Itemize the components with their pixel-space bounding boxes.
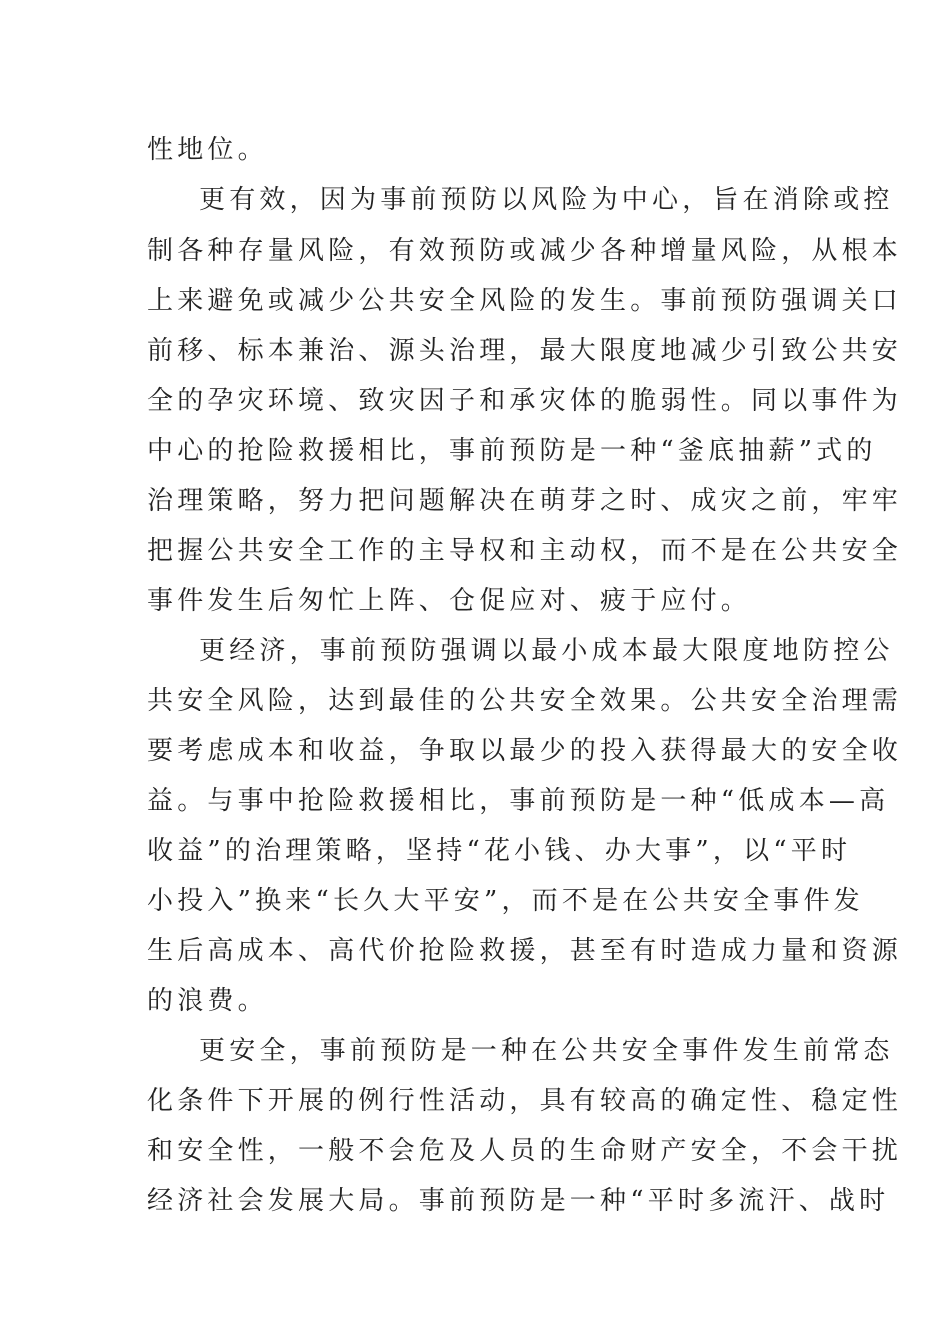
text-line: 要考虑成本和收益，争取以最少的投入获得最大的安全收 <box>147 736 903 766</box>
text-line: 全的孕灾环境、致灾因子和承灾体的脆弱性。同以事件为 <box>147 386 903 416</box>
text-line: 制各种存量风险，有效预防或减少各种增量风险，从根本 <box>147 236 903 266</box>
text-line: 中心的抢险救援相比，事前预防是一种“釜底抽薪”式的 <box>147 436 877 466</box>
text-line: 事件发生后匆忙上阵、仓促应对、疲于应付。 <box>147 586 752 616</box>
text-line: 和安全性，一般不会危及人员的生命财产安全，不会干扰 <box>147 1136 903 1166</box>
paragraph-first-line: 更有效，因为事前预防以风险为中心，旨在消除或控 <box>199 185 894 215</box>
text-line: 治理策略，努力把问题解决在萌芽之时、成灾之前，牢牢 <box>147 486 903 516</box>
paragraph-first-line: 更经济，事前预防强调以最小成本最大限度地防控公 <box>199 636 894 666</box>
text-line: 性地位。 <box>147 135 268 165</box>
text-line: 的浪费。 <box>147 986 268 1016</box>
text-line: 收益”的治理策略，坚持“花小钱、办大事”，以“平时 <box>147 836 852 866</box>
text-line: 共安全风险，达到最佳的公共安全效果。公共安全治理需 <box>147 686 903 716</box>
text-line: 生后高成本、高代价抢险救援，甚至有时造成力量和资源 <box>147 936 903 966</box>
text-line: 把握公共安全工作的主导权和主动权，而不是在公共安全 <box>147 536 903 566</box>
text-line: 经济社会发展大局。事前预防是一种“平时多流汗、战时 <box>147 1186 890 1216</box>
text-line: 益。与事中抢险救援相比，事前预防是一种“低成本—高 <box>147 786 890 816</box>
paragraph-first-line: 更安全，事前预防是一种在公共安全事件发生前常态 <box>199 1036 894 1066</box>
text-line: 化条件下开展的例行性活动，具有较高的确定性、稳定性 <box>147 1086 903 1116</box>
text-line: 前移、标本兼治、源头治理，最大限度地减少引致公共安 <box>147 336 903 366</box>
text-line: 小投入”换来“长久大平安”，而不是在公共安全事件发 <box>147 886 864 916</box>
text-line: 上来避免或减少公共安全风险的发生。事前预防强调关口 <box>147 286 903 316</box>
